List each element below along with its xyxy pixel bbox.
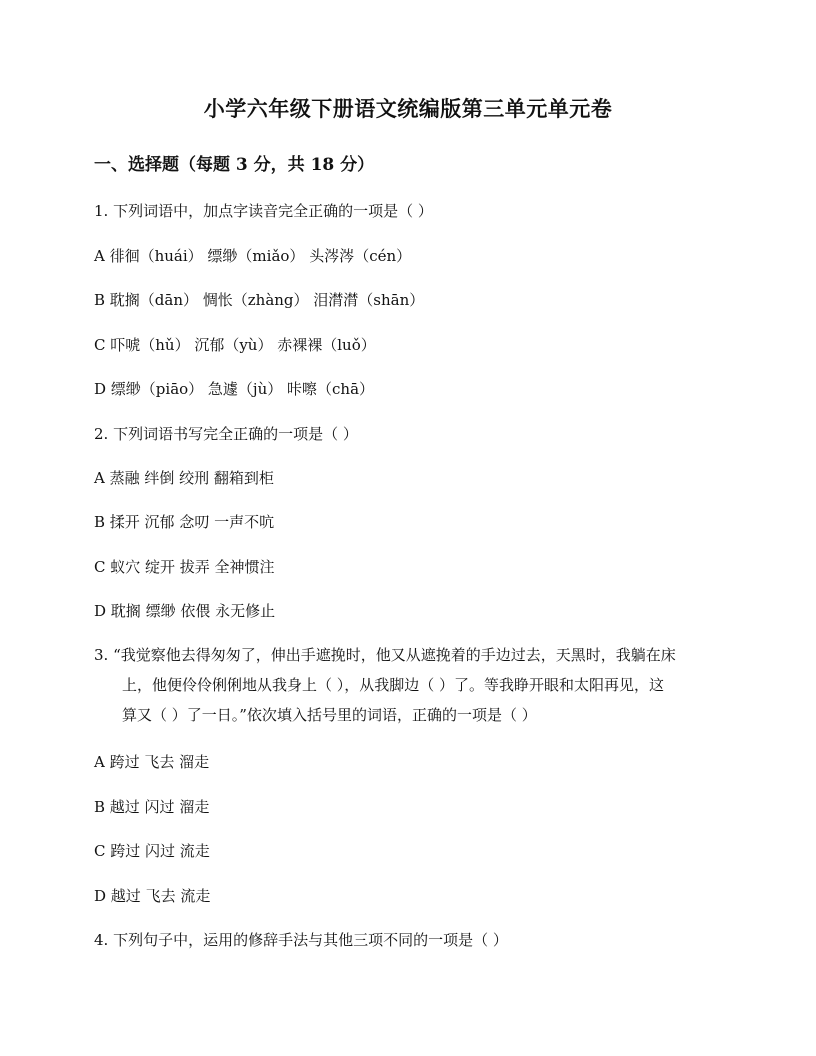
question-1-option-c: C 吓唬（hǔ） 沉郁（yù） 赤裸裸（luǒ） [94,336,376,354]
question-2-option-d: D 耽搁 缥缈 依偎 永无修止 [94,602,276,620]
question-1-stem: 1. 下列词语中，加点字读音完全正确的一项是（ ） [94,202,433,220]
question-3-stem-line-3: 算又（ ）了一日。”依次填入括号里的词语，正确的一项是（ ） [122,706,537,724]
question-3-option-b: B 越过 闪过 溜走 [94,798,210,816]
document-title: 小学六年级下册语文统编版第三单元单元卷 [203,96,613,121]
question-3-option-a: A 跨过 飞去 溜走 [94,753,210,771]
question-2-option-b: B 揉开 沉郁 念叨 一声不吭 [94,513,275,531]
question-1-option-b: B 耽搁（dān） 惆怅（zhàng） 泪潸潸（shān） [94,291,425,309]
section-heading: 一、选择题（每题 3 分，共 18 分） [94,155,375,175]
question-2-option-c: C 蚁穴 绽开 拔弄 全神惯注 [94,558,275,576]
question-1-option-d: D 缥缈（piāo） 急遽（jù） 咔嚓（chā） [94,380,375,398]
question-4-stem: 4. 下列句子中，运用的修辞手法与其他三项不同的一项是（ ） [94,931,508,949]
question-2-option-a: A 蒸融 绊倒 绞刑 翻箱到柜 [94,469,274,487]
question-3-option-c: C 跨过 闪过 流走 [94,842,210,860]
question-3-option-d: D 越过 飞去 流走 [94,887,211,905]
question-3-stem-line-1: 3. “我觉察他去得匆匆了，伸出手遮挽时，他又从遮挽着的手边过去，天黑时，我躺在床 [94,646,676,664]
question-1-option-a: A 徘徊（huái） 缥缈（miǎo） 头涔涔（cén） [94,247,412,265]
question-3-stem-line-2: 上，他便伶伶俐俐地从我身上（ ），从我脚边（ ）了。等我睁开眼和太阳再见，这 [122,676,665,694]
question-2-stem: 2. 下列词语书写完全正确的一项是（ ） [94,425,358,443]
question-3-stem [94,640,734,730]
